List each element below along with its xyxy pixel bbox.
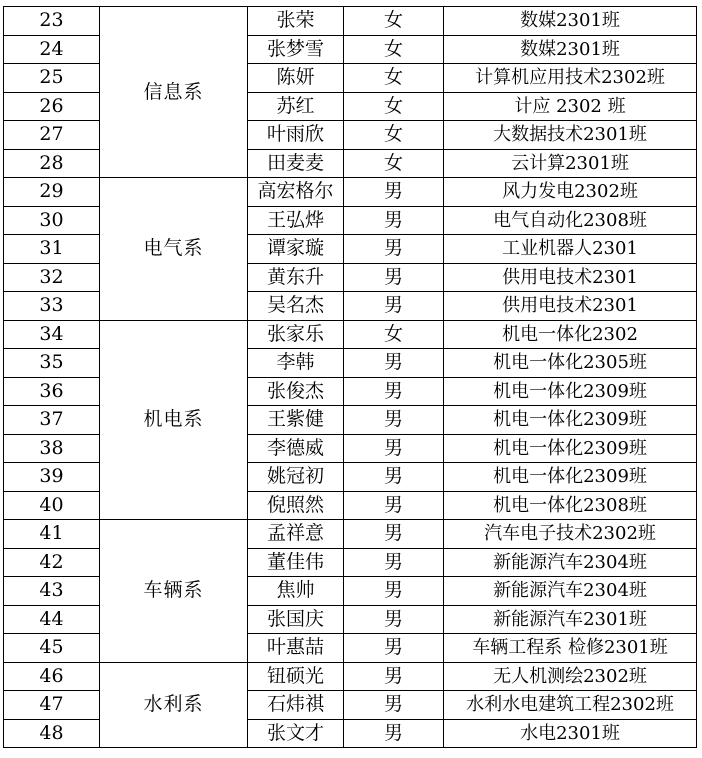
row-number-cell: 44 — [4, 605, 100, 634]
gender-cell: 女 — [344, 35, 444, 64]
gender-cell: 男 — [344, 548, 444, 577]
row-number-cell: 45 — [4, 634, 100, 663]
name-cell: 谭家璇 — [248, 235, 344, 264]
class-cell: 水电2301班 — [444, 719, 697, 748]
row-number-cell: 26 — [4, 92, 100, 121]
class-cell: 机电一体化2309班 — [444, 406, 697, 435]
name-cell: 陈妍 — [248, 64, 344, 93]
gender-cell: 女 — [344, 7, 444, 36]
name-cell: 张梦雪 — [248, 35, 344, 64]
row-number-cell: 24 — [4, 35, 100, 64]
class-cell: 新能源汽车2301班 — [444, 605, 697, 634]
class-cell: 新能源汽车2304班 — [444, 577, 697, 606]
row-number-cell: 29 — [4, 178, 100, 207]
row-number-cell: 23 — [4, 7, 100, 36]
row-number-cell: 25 — [4, 64, 100, 93]
row-number-cell: 48 — [4, 719, 100, 748]
class-cell: 工业机器人2301 — [444, 235, 697, 264]
row-number-cell: 34 — [4, 320, 100, 349]
class-cell: 机电一体化2302 — [444, 320, 697, 349]
gender-cell: 女 — [344, 149, 444, 178]
name-cell: 田麦麦 — [248, 149, 344, 178]
gender-cell: 女 — [344, 121, 444, 150]
name-cell: 王紫健 — [248, 406, 344, 435]
class-cell: 电气自动化2308班 — [444, 206, 697, 235]
gender-cell: 男 — [344, 263, 444, 292]
gender-cell: 女 — [344, 92, 444, 121]
table-row — [4, 178, 697, 207]
department-cell: 车辆系 — [100, 520, 248, 663]
name-cell: 张荣 — [248, 7, 344, 36]
name-cell: 黄东升 — [248, 263, 344, 292]
name-cell: 李韩 — [248, 349, 344, 378]
class-cell: 机电一体化2308班 — [444, 491, 697, 520]
name-cell: 张文才 — [248, 719, 344, 748]
row-number-cell: 30 — [4, 206, 100, 235]
gender-cell: 男 — [344, 349, 444, 378]
department-cell: 机电系 — [100, 320, 248, 520]
row-number-cell: 33 — [4, 292, 100, 321]
gender-cell: 男 — [344, 634, 444, 663]
gender-cell: 男 — [344, 605, 444, 634]
name-cell: 石炜祺 — [248, 691, 344, 720]
row-number-cell: 32 — [4, 263, 100, 292]
class-cell: 汽车电子技术2302班 — [444, 520, 697, 549]
table-row — [4, 662, 697, 691]
name-cell: 王弘烨 — [248, 206, 344, 235]
gender-cell: 男 — [344, 520, 444, 549]
gender-cell: 男 — [344, 463, 444, 492]
department-cell: 水利系 — [100, 662, 248, 748]
table-row — [4, 520, 697, 549]
class-cell: 风力发电2302班 — [444, 178, 697, 207]
name-cell: 钮硕光 — [248, 662, 344, 691]
class-cell: 水利水电建筑工程2302班 — [444, 691, 697, 720]
row-number-cell: 43 — [4, 577, 100, 606]
name-cell: 焦帅 — [248, 577, 344, 606]
row-number-cell: 42 — [4, 548, 100, 577]
row-number-cell: 27 — [4, 121, 100, 150]
row-number-cell: 36 — [4, 377, 100, 406]
department-cell: 电气系 — [100, 178, 248, 321]
class-cell: 无人机测绘2302班 — [444, 662, 697, 691]
gender-cell: 男 — [344, 406, 444, 435]
gender-cell: 男 — [344, 691, 444, 720]
class-cell: 数媒2301班 — [444, 35, 697, 64]
class-cell: 云计算2301班 — [444, 149, 697, 178]
name-cell: 张俊杰 — [248, 377, 344, 406]
class-cell: 新能源汽车2304班 — [444, 548, 697, 577]
class-cell: 供用电技术2301 — [444, 263, 697, 292]
table-body — [4, 7, 697, 748]
name-cell: 孟祥意 — [248, 520, 344, 549]
name-cell: 倪照然 — [248, 491, 344, 520]
gender-cell: 男 — [344, 577, 444, 606]
name-cell: 张家乐 — [248, 320, 344, 349]
gender-cell: 男 — [344, 719, 444, 748]
gender-cell: 男 — [344, 206, 444, 235]
class-cell: 机电一体化2305班 — [444, 349, 697, 378]
row-number-cell: 38 — [4, 434, 100, 463]
gender-cell: 男 — [344, 178, 444, 207]
name-cell: 吴名杰 — [248, 292, 344, 321]
row-number-cell: 31 — [4, 235, 100, 264]
gender-cell: 女 — [344, 64, 444, 93]
name-cell: 叶雨欣 — [248, 121, 344, 150]
class-cell: 计算机应用技术2302班 — [444, 64, 697, 93]
class-cell: 供用电技术2301 — [444, 292, 697, 321]
class-cell: 计应 2302 班 — [444, 92, 697, 121]
gender-cell: 男 — [344, 662, 444, 691]
row-number-cell: 35 — [4, 349, 100, 378]
class-cell: 机电一体化2309班 — [444, 377, 697, 406]
class-cell: 大数据技术2301班 — [444, 121, 697, 150]
row-number-cell: 46 — [4, 662, 100, 691]
table-row — [4, 320, 697, 349]
class-cell: 车辆工程系 检修2301班 — [444, 634, 697, 663]
name-cell: 董佳伟 — [248, 548, 344, 577]
name-cell: 姚冠初 — [248, 463, 344, 492]
name-cell: 叶惠喆 — [248, 634, 344, 663]
department-cell: 信息系 — [100, 7, 248, 178]
gender-cell: 男 — [344, 377, 444, 406]
name-cell: 张国庆 — [248, 605, 344, 634]
student-table — [3, 6, 697, 748]
table-row — [4, 7, 697, 36]
row-number-cell: 39 — [4, 463, 100, 492]
row-number-cell: 41 — [4, 520, 100, 549]
gender-cell: 女 — [344, 320, 444, 349]
class-cell: 机电一体化2309班 — [444, 434, 697, 463]
row-number-cell: 28 — [4, 149, 100, 178]
gender-cell: 男 — [344, 292, 444, 321]
row-number-cell: 37 — [4, 406, 100, 435]
name-cell: 李德威 — [248, 434, 344, 463]
name-cell: 苏红 — [248, 92, 344, 121]
class-cell: 机电一体化2309班 — [444, 463, 697, 492]
row-number-cell: 47 — [4, 691, 100, 720]
name-cell: 高宏格尔 — [248, 178, 344, 207]
class-cell: 数媒2301班 — [444, 7, 697, 36]
gender-cell: 男 — [344, 235, 444, 264]
gender-cell: 男 — [344, 434, 444, 463]
row-number-cell: 40 — [4, 491, 100, 520]
gender-cell: 男 — [344, 491, 444, 520]
